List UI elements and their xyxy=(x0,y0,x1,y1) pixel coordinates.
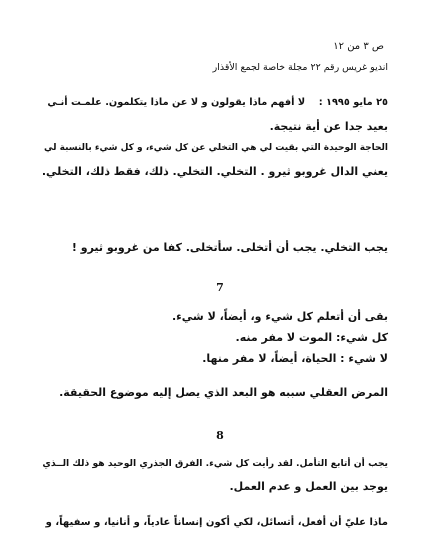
paragraph-line: يعني الدال غروبو ثيرو . التخلي. التخلي. ذلك، فقط ذلك، التخلي. xyxy=(41,165,388,178)
paragraph-line: المرض العقلي سببه هو البعد الذي يصل إليه موضوع الحقيقة. xyxy=(59,386,388,399)
section-number: 8 xyxy=(216,429,224,442)
entry-date: ٢٥ مايو ١٩٩٥ : xyxy=(318,97,388,108)
paragraph-line: الحاجة الوحيدة التي بقيت لي هي التخلي عن كل شيء، و كل شيء بالنسبة لي xyxy=(44,143,388,153)
paragraph-line: ماذا عليّ أن أفعل، أتسائل، لكي أكون إنساناً عادياً، و أنانيا، و سفيهاً، و xyxy=(45,517,388,528)
paragraph-line: بقى أن أتعلم كل شيء و، أيضاً، لا شيء. xyxy=(172,310,388,323)
paragraph-line: بعيد جدا عن أية نتيجة. xyxy=(269,120,388,133)
paragraph-line xyxy=(47,97,388,108)
paragraph-text: لا أفهم ماذا يقولون و لا عن ماذا يتكلمون. علمـت أنـي xyxy=(47,97,306,108)
paragraph-line: يوجد بين العمل و عدم العمل. xyxy=(229,480,388,493)
paragraph-line: كل شيء: الموت لا مفر منه. xyxy=(235,331,388,344)
page-indicator: ص ٣ من ١٢ xyxy=(333,41,384,52)
paragraph-line: يجب أن أتابع التأمل. لقد رأيت كل شيء. الفرق الجذري الوحيد هو ذلك الــذي xyxy=(42,458,388,469)
paragraph-line: يجب التخلي. يجب أن أتخلى. سأتخلى. كفا من غروبو ثيرو ! xyxy=(71,241,388,254)
section-number: 7 xyxy=(216,281,224,294)
paragraph-line: لا شيء : الحياة، أيضاً، لا مفر منها. xyxy=(202,352,388,365)
document-header-title: انديو غريس رقم ٢٢ مجلة خاصة لجمع الأقذار xyxy=(212,62,388,73)
